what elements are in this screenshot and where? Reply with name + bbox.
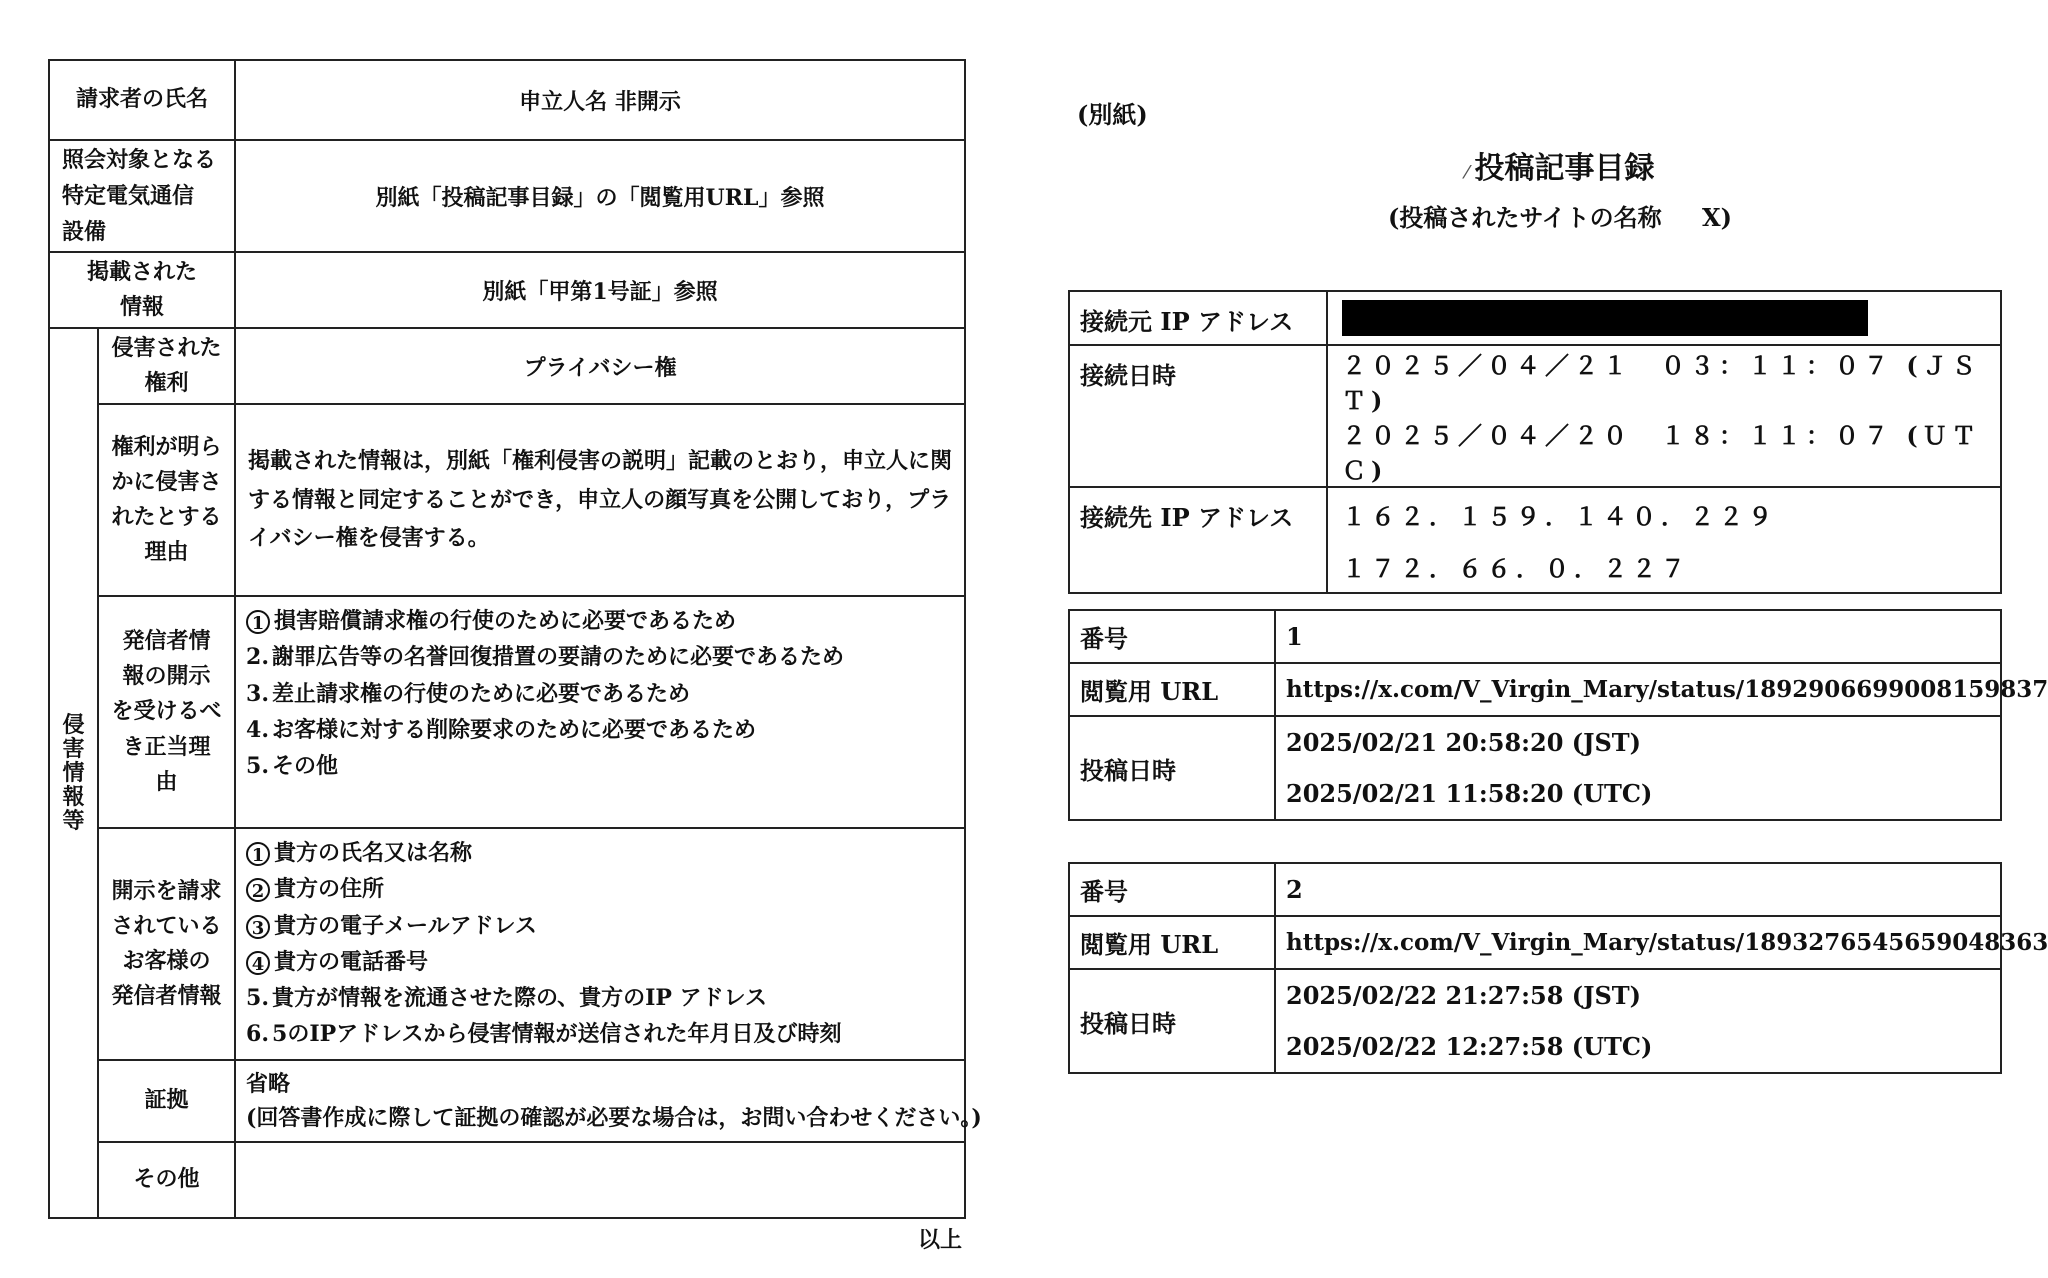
infringed-right-label: 侵害された 権利	[98, 328, 235, 404]
dest-ip-2: １７２．６６．０．２２７	[1327, 540, 2001, 593]
list-item: 3 貴方の電子メールアドレス	[246, 908, 954, 944]
post-table-1	[1068, 609, 2048, 821]
post-number-label: 番号	[1069, 610, 1275, 663]
posted-info-value: 別紙「甲第1号証」参照	[235, 252, 965, 328]
post-date-jst: 2025/02/21 20:58:20 (JST)	[1275, 716, 2001, 768]
post-url-label: 閲覧用 URL	[1069, 916, 1275, 969]
other-label: その他	[98, 1142, 235, 1218]
requested-info-label: 開示を請求 されている お客様の 発信者情報	[98, 828, 235, 1060]
list-item: 1 貴方の氏名又は名称	[246, 835, 954, 871]
annex-tag: (別紙)	[1077, 100, 1148, 129]
post-date-jst: 2025/02/22 21:27:58 (JST)	[1275, 969, 2001, 1021]
post-number-label: 番号	[1069, 863, 1275, 916]
datetime-label: 接続日時	[1069, 345, 1327, 487]
list-item: 5. 貴方が情報を流通させた際の、貴方のIP アドレス	[246, 985, 767, 1012]
dest-ip-1: １６２．１５９．１４０．２２９	[1327, 487, 2001, 540]
facility-label: 照会対象となる 特定電気通信 設備	[49, 140, 235, 252]
list-item: 4 貴方の電話番号	[246, 944, 954, 980]
connection-table	[1068, 290, 2002, 594]
list-item: 1 損害賠償請求権の行使のために必要であるため	[246, 603, 954, 639]
post-number: 1	[1275, 610, 2001, 663]
justification-list	[235, 596, 965, 828]
dest-ip-label: 接続先 IP アドレス	[1069, 487, 1327, 593]
post-url-label: 閲覧用 URL	[1069, 663, 1275, 716]
reason-value: 掲載された情報は，別紙「権利侵害の説明」記載のとおり，申立人に関する情報と同定することができ，申立人の顔写真を公開しており，プライバシー権を侵害する。	[235, 404, 965, 596]
facility-value: 別紙「投稿記事目録」の「閲覧用URL」参照	[235, 140, 965, 252]
reason-label: 権利が明ら かに侵害さ れたとする 理由	[98, 404, 235, 596]
evidence-value: 省略 (回答書作成に際して証拠の確認が必要な場合は，お問い合わせください。)	[235, 1060, 965, 1142]
justification-label: 発信者情 報の開示 を受けるべ き正当理 由	[98, 596, 235, 828]
annex-title: ⁄ 投稿記事目録	[1465, 151, 1655, 186]
list-item: 2 貴方の住所	[246, 871, 954, 907]
evidence-label: 証拠	[98, 1060, 235, 1142]
post-date-label: 投稿日時	[1069, 969, 1275, 1073]
src-ip-label: 接続元 IP アドレス	[1069, 291, 1327, 345]
requested-info-list	[235, 828, 965, 1060]
list-item: 4. お客様に対する削除要求のために必要であるため	[246, 716, 757, 743]
post-date-utc: 2025/02/21 11:58:20 (UTC)	[1275, 768, 2001, 820]
requester-value: 申立人名 非開示	[235, 60, 965, 140]
list-item: 5. その他	[246, 753, 339, 780]
redaction-bar	[1342, 300, 1868, 336]
annex-subtitle: (投稿されたサイトの名称 X)	[1387, 203, 1732, 232]
post-url: https://x.com/V_Virgin_Mary/status/1892906699008159837	[1275, 663, 2001, 716]
datetime-jst: ２０２５／０４／２１ ０３：１１：０７ (ＪＳＴ)	[1327, 345, 2001, 416]
post-date-label: 投稿日時	[1069, 716, 1275, 820]
infringed-right-value: プライバシー権	[235, 328, 965, 404]
post-table-2	[1068, 862, 2048, 1074]
stray-mark-icon: ⁄	[1465, 162, 1469, 183]
other-value	[235, 1142, 965, 1218]
disclosure-request-form	[48, 59, 982, 1219]
post-date-utc: 2025/02/22 12:27:58 (UTC)	[1275, 1021, 2001, 1073]
post-number: 2	[1275, 863, 2001, 916]
list-item: 3. 差止請求権の行使のために必要であるため	[246, 680, 691, 707]
closing-mark: 以上	[918, 1227, 963, 1253]
infringement-group-label: 侵 害 情 報 等	[49, 328, 98, 1218]
post-url: https://x.com/V_Virgin_Mary/status/1893276545659048363	[1275, 916, 2001, 969]
list-item: 2. 謝罪広告等の名誉回復措置の要請のために必要であるため	[246, 644, 845, 671]
src-ip-value	[1327, 291, 2001, 345]
list-item: 6. 5のIPアドレスから侵害情報が送信された年月日及び時刻	[246, 1021, 842, 1048]
datetime-utc: ２０２５／０４／２０ １８：１１：０７ (ＵＴＣ)	[1327, 416, 2001, 487]
posted-info-label: 掲載された 情報	[49, 252, 235, 328]
requester-label: 請求者の氏名	[49, 60, 235, 140]
